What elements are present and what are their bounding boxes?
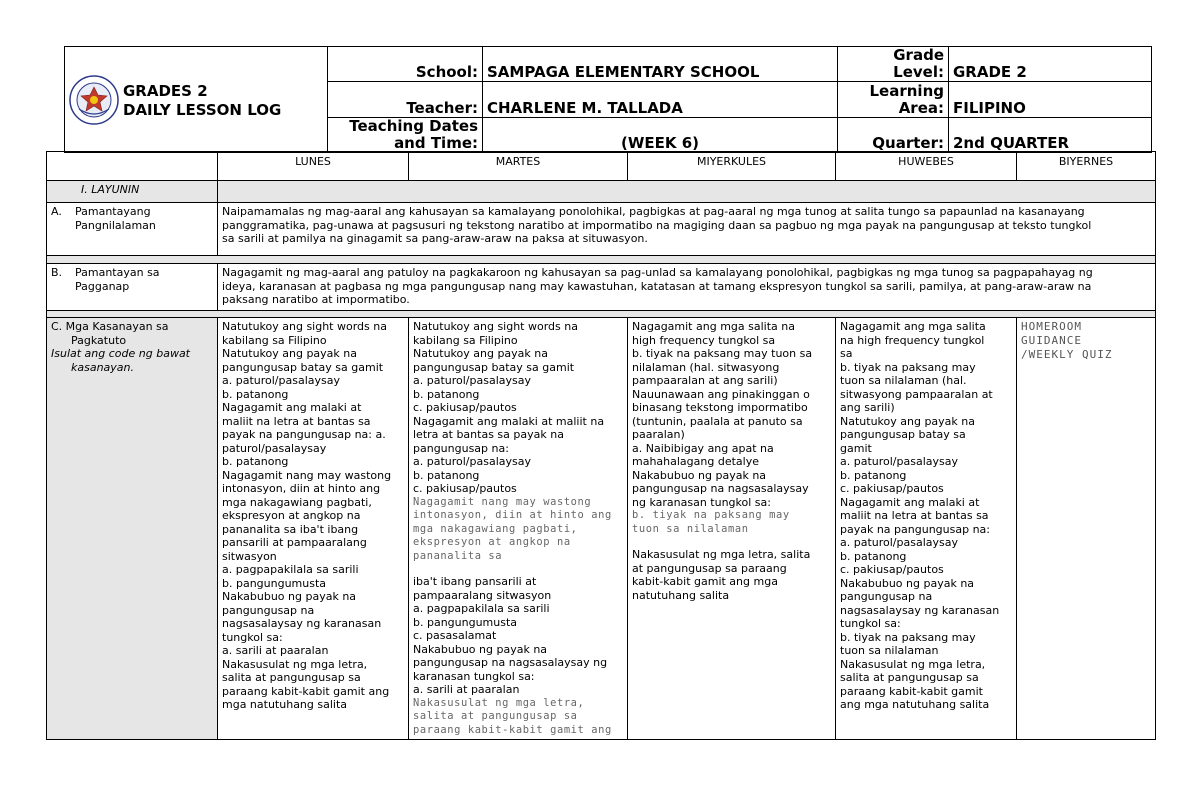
miyerkules-lines-a-item: binasang tekstong impormatibo bbox=[632, 401, 808, 414]
biyernes-lines-item: HOMEROOM bbox=[1021, 320, 1082, 333]
miyerkules-lines-a-item: pangungusap na nagsasalaysay bbox=[632, 482, 809, 495]
martes-lines-a-item: pangungusap na: bbox=[413, 441, 509, 455]
martes-lines-b-item: pampaaralang sitwasyon bbox=[413, 588, 552, 602]
section-a-lines-item: panggramatika, pag-unawa at pagsusuri ng tekstong naratibo at impormatibo na magiging daan sa pagbuo ng mga payak na pangungusap at teksto tungkol bbox=[222, 218, 1092, 232]
section-c-label-line-2: Pagkatuto bbox=[71, 333, 127, 347]
miyerkules-lines-a-item: Nagagamit ang mga salita na bbox=[632, 320, 795, 333]
martes-lines-a-item: b. patanong bbox=[413, 387, 480, 401]
lunes-lines-item: a. sarili at paaralan bbox=[222, 644, 329, 657]
miyerkules-lines-a-item: b. tiyak na paksang may tuon sa bbox=[632, 347, 813, 360]
martes-lines-b-item: karanasan tungkol sa: bbox=[413, 669, 535, 683]
section-c-note-line-1: Isulat ang code ng bawat bbox=[51, 347, 190, 360]
lunes-lines-item: paraang kabit-kabit gamit ang bbox=[222, 684, 390, 698]
lunes-lines-item: sitwasyon bbox=[222, 549, 277, 563]
huwebes-lines-item: pangungusap na bbox=[840, 590, 933, 603]
section-a-content bbox=[218, 203, 1156, 256]
huwebes-competencies bbox=[836, 318, 1017, 740]
lunes-lines-item: a. pagpapakilala sa sarili bbox=[222, 563, 359, 576]
martes-lines-mono-1-item: ekspresyon at angkop na bbox=[413, 536, 571, 548]
section-a-lines bbox=[222, 205, 1151, 246]
lunes-lines-item: maliit na letra at bantas sa bbox=[222, 414, 371, 428]
huwebes-lines-item: tuon sa nilalaman (hal. bbox=[840, 374, 967, 387]
lunes-lines-item: b. patanong bbox=[222, 455, 289, 468]
lunes-lines-item: pangungusap batay sa gamit bbox=[222, 360, 384, 374]
miyerkules-lines-a bbox=[632, 320, 831, 509]
martes-lines-a-item: c. pakiusap/pautos bbox=[413, 401, 517, 414]
martes-lines-b-item: a. pagpapakilala sa sarili bbox=[413, 602, 550, 615]
huwebes-lines-item: Nakabubuo ng payak na bbox=[840, 576, 975, 590]
huwebes-lines-item: sitwasyong pampaaralan at bbox=[840, 387, 993, 401]
huwebes-lines-item: a. paturol/pasalaysay bbox=[840, 455, 958, 468]
martes-lines-mono-1-item: mga nakagawiang pagbati, bbox=[413, 522, 578, 535]
martes-lines-a-item: c. pakiusap/pautos bbox=[413, 482, 517, 495]
teacher-label: Teacher: bbox=[328, 82, 483, 118]
miyerkules-lines-mono bbox=[632, 509, 831, 536]
huwebes-lines-item: sa bbox=[840, 347, 853, 360]
day-header-lunes: LUNES bbox=[218, 152, 409, 181]
huwebes-lines-item: Nagagamit ang mga salita bbox=[840, 320, 986, 333]
huwebes-lines-item: b. patanong bbox=[840, 468, 907, 482]
learning-area-value: FILIPINO bbox=[949, 82, 1152, 118]
lunes-lines-item: pananalita sa iba't ibang bbox=[222, 522, 359, 536]
martes-lines-a-item: letra at bantas sa payak na bbox=[413, 428, 564, 441]
school-value: SAMPAGA ELEMENTARY SCHOOL bbox=[483, 47, 838, 82]
lunes-lines-item: b. pangungumusta bbox=[222, 576, 327, 590]
huwebes-lines-item: paraang kabit-kabit gamit bbox=[840, 684, 983, 698]
lunes-lines-item: Nagagamit ang malaki at bbox=[222, 401, 362, 414]
martes-lines-b-item: a. sarili at paaralan bbox=[413, 683, 520, 696]
huwebes-lines-item: tuon sa nilalaman bbox=[840, 644, 939, 657]
section-c-note-line-2: kasanayan. bbox=[71, 360, 135, 374]
lunes-lines-item: mga natutuhang salita bbox=[222, 698, 348, 711]
title-line-2: DAILY LESSON LOG bbox=[123, 100, 282, 119]
lunes-lines-item: kabilang sa Filipino bbox=[222, 333, 327, 347]
day-header-row bbox=[47, 152, 1156, 181]
section-a-label-line-1: Pamantayang bbox=[75, 205, 151, 218]
martes-lines-b bbox=[413, 575, 623, 697]
day-header-martes: MARTES bbox=[409, 152, 628, 181]
martes-lines-b-item: c. pasasalamat bbox=[413, 629, 497, 642]
lesson-table bbox=[46, 151, 1156, 740]
biyernes-lines bbox=[1021, 320, 1151, 362]
school-label: School: bbox=[328, 47, 483, 82]
layunin-label: I. LAYUNIN bbox=[47, 181, 218, 203]
lunes-lines-item: pansarili at pampaaralang bbox=[222, 536, 367, 549]
spacer-row-1 bbox=[47, 256, 1156, 264]
day-header-biyernes: BIYERNES bbox=[1017, 152, 1156, 181]
day-header-miyerkules: MIYERKULES bbox=[628, 152, 836, 181]
miyerkules-gap bbox=[632, 536, 831, 548]
lunes-lines-item: pangungusap na bbox=[222, 603, 315, 617]
martes-lines-a-item: a. paturol/pasalaysay bbox=[413, 455, 531, 468]
miyerkules-lines-b-item: natutuhang salita bbox=[632, 588, 730, 602]
martes-lines-mono-1 bbox=[413, 496, 623, 564]
quarter-value: 2nd QUARTER bbox=[949, 118, 1152, 153]
huwebes-lines-item: a. paturol/pasalaysay bbox=[840, 536, 958, 549]
corner-cell bbox=[47, 152, 218, 181]
section-b-content bbox=[218, 264, 1156, 311]
biyernes-lines-item: /WEEKLY QUIZ bbox=[1021, 348, 1113, 361]
biyernes-competencies bbox=[1017, 318, 1156, 740]
teacher-value: CHARLENE M. TALLADA bbox=[483, 82, 838, 118]
lunes-lines-item: Nagagamit nang may wastong bbox=[222, 468, 392, 482]
martes-lines-a-item: Natutukoy ang payak na bbox=[413, 347, 548, 360]
huwebes-lines-item: maliit na letra at bantas sa bbox=[840, 509, 989, 522]
miyerkules-lines-a-item: mahahalagang detalye bbox=[632, 455, 759, 468]
title-line-1: GRADES 2 bbox=[123, 81, 208, 100]
spacer-cell-1 bbox=[47, 256, 1156, 264]
huwebes-lines-item: Nagagamit ang malaki at bbox=[840, 495, 980, 509]
grade-label: Grade Level: bbox=[838, 47, 949, 82]
huwebes-lines-item: nagsasalaysay ng karanasan bbox=[840, 603, 1000, 617]
dates-label-line-2: and Time: bbox=[394, 134, 478, 152]
section-b-letter: B. bbox=[51, 266, 63, 279]
martes-lines-a-item: b. patanong bbox=[413, 468, 480, 482]
huwebes-lines-item: tungkol sa: bbox=[840, 617, 901, 630]
kasanayan-row bbox=[47, 318, 1156, 740]
teaching-dates-value: (WEEK 6) bbox=[483, 118, 838, 153]
section-b-label bbox=[47, 264, 218, 311]
learning-area-label bbox=[838, 82, 949, 118]
quarter-label: Quarter: bbox=[838, 118, 949, 153]
martes-lines-a-item: a. paturol/pasalaysay bbox=[413, 374, 531, 387]
martes-lines-mono-2-item: salita at pangungusap sa bbox=[413, 710, 578, 722]
lunes-lines-item: salita at pangungusap sa bbox=[222, 671, 361, 684]
section-a-letter: A. bbox=[51, 205, 62, 218]
miyerkules-lines-b bbox=[632, 548, 831, 602]
biyernes-lines-item: GUIDANCE bbox=[1021, 334, 1082, 347]
martes-lines-a-item: Nagagamit ang malaki at maliit na bbox=[413, 414, 605, 428]
martes-lines-mono-1-item: intonasyon, diin at hinto ang bbox=[413, 509, 612, 521]
learning-label-line-1: Learning bbox=[869, 82, 944, 100]
huwebes-lines-item: Nakasusulat ng mga letra, bbox=[840, 657, 986, 671]
lunes-lines-item: intonasyon, diin at hinto ang bbox=[222, 482, 381, 495]
lunes-lines-item: a. paturol/pasalaysay bbox=[222, 374, 340, 387]
huwebes-lines-item: c. pakiusap/pautos bbox=[840, 482, 944, 495]
martes-lines-b-item: Nakabubuo ng payak na bbox=[413, 642, 548, 656]
miyerkules-lines-a-item: paaralan) bbox=[632, 428, 685, 441]
miyerkules-lines-b-item: at pangungusap sa paraang bbox=[632, 561, 787, 575]
logo-title-cell bbox=[65, 47, 328, 153]
miyerkules-lines-a-item: Nakabubuo ng payak na bbox=[632, 468, 767, 482]
miyerkules-lines-mono-item: tuon sa nilalaman bbox=[632, 522, 749, 535]
lunes-lines-item: payak na pangungusap na: a. bbox=[222, 428, 386, 441]
learning-label-line-2: Area: bbox=[898, 99, 944, 117]
miyerkules-lines-a-item: high frequency tungkol sa bbox=[632, 333, 776, 347]
lunes-lines-item: tungkol sa: bbox=[222, 630, 283, 644]
lunes-lines-item: Nakasusulat ng mga letra, bbox=[222, 657, 368, 671]
lunes-lines bbox=[222, 320, 404, 712]
lunes-lines-item: nagsasalaysay ng karanasan bbox=[222, 617, 382, 630]
section-a-lines-item: sa sarili at pamilya na ginagamit sa pang-araw-araw na paksa at situwasyon. bbox=[222, 232, 648, 245]
huwebes-lines-item: pangungusap batay sa bbox=[840, 428, 966, 441]
section-c-label-line-1: C. Mga Kasanayan sa bbox=[51, 320, 169, 333]
miyerkules-lines-a-item: a. Naibibigay ang apat na bbox=[632, 441, 774, 455]
miyerkules-lines-a-item: Nauunawaan ang pinakinggan o bbox=[632, 387, 810, 401]
huwebes-lines-item: Natutukoy ang payak na bbox=[840, 414, 975, 428]
section-a-lines-item: Naipamamalas ng mag-aaral ang kahusayan sa kamalayang ponolohikal, pagbigkas at pag-aaral ng mga tunog at salita tungo sa papaunlad na kasanayang bbox=[222, 205, 1085, 218]
pamantayan-sa-pagganap-row bbox=[47, 264, 1156, 311]
martes-lines-a-item: pangungusap batay sa gamit bbox=[413, 360, 575, 374]
huwebes-lines-item: c. pakiusap/pautos bbox=[840, 563, 944, 576]
miyerkules-lines-mono-item: b. tiyak na paksang may bbox=[632, 509, 790, 521]
section-b-lines-item: Nagagamit ng mag-aaral ang patuloy na pagkakaroon ng kahusayan sa pag-unlad sa kamalayang ponolohikal, pagbigkas ng mga tunog sa pagpapahayag ng bbox=[222, 266, 1093, 279]
deped-seal-icon bbox=[69, 75, 119, 125]
layunin-row bbox=[47, 181, 1156, 203]
section-b-label-line-2: Pagganap bbox=[75, 279, 130, 293]
miyerkules-lines-a-item: nilalaman (hal. sitwasyong bbox=[632, 360, 780, 374]
martes-lines-a-item: kabilang sa Filipino bbox=[413, 333, 518, 347]
section-b-lines-item: ideya, karanasan at pagbasa ng mga pangungusap nang may kawastuhan, katatasan at tamang ekspresyon tungkol sa sarili, pamilya, at pang-araw-araw na bbox=[222, 279, 1092, 293]
martes-lines-b-item: iba't ibang pansarili at bbox=[413, 575, 537, 588]
huwebes-lines-item: salita at pangungusap sa bbox=[840, 671, 979, 684]
martes-lines-mono-1-item: Nagagamit nang may wastong bbox=[413, 495, 592, 508]
martes-lines-b-item: pangungusap na nagsasalaysay ng bbox=[413, 656, 608, 669]
huwebes-lines-item: ang mga natutuhang salita bbox=[840, 698, 990, 711]
miyerkules-lines-b-item: Nakasusulat ng mga letra, salita bbox=[632, 548, 811, 561]
pamantayang-pangnilalaman-row bbox=[47, 203, 1156, 256]
lunes-lines-item: b. patanong bbox=[222, 387, 289, 401]
martes-lines-mono-2 bbox=[413, 697, 623, 738]
martes-lines-mono-2-item: Nakasusulat ng mga letra, bbox=[413, 696, 585, 709]
lunes-lines-item: ekspresyon at angkop na bbox=[222, 509, 361, 522]
martes-gap bbox=[413, 563, 623, 575]
dates-label-line-1: Teaching Dates bbox=[349, 117, 478, 135]
huwebes-lines bbox=[840, 320, 1012, 712]
spacer-cell-2 bbox=[47, 311, 1156, 318]
layunin-blank bbox=[218, 181, 1156, 203]
lunes-lines-item: paturol/pasalaysay bbox=[222, 441, 327, 455]
miyerkules-lines-b-item: kabit-kabit gamit ang mga bbox=[632, 575, 778, 588]
section-c-label bbox=[47, 318, 218, 740]
martes-lines-mono-2-item: paraang kabit-kabit gamit ang bbox=[413, 723, 612, 736]
day-header-huwebes: HUWEBES bbox=[836, 152, 1017, 181]
lunes-lines-item: Nakabubuo ng payak na bbox=[222, 590, 357, 603]
martes-lines-mono-1-item: pananalita sa bbox=[413, 549, 503, 562]
section-a-label bbox=[47, 203, 218, 256]
huwebes-lines-item: b. tiyak na paksang may bbox=[840, 360, 976, 374]
spacer-row-2 bbox=[47, 311, 1156, 318]
section-b-label-line-1: Pamantayan sa bbox=[75, 266, 160, 279]
huwebes-lines-item: gamit bbox=[840, 441, 872, 455]
lunes-lines-item: Natutukoy ang payak na bbox=[222, 347, 357, 360]
teaching-dates-label bbox=[328, 118, 483, 153]
header-table bbox=[64, 46, 1152, 153]
miyerkules-lines-a-item: ng karanasan tungkol sa: bbox=[632, 495, 771, 509]
martes-lines-a-item: Natutukoy ang sight words na bbox=[413, 320, 578, 333]
huwebes-lines-item: b. patanong bbox=[840, 549, 907, 563]
section-b-lines bbox=[222, 266, 1151, 307]
huwebes-lines-item: ang sarili) bbox=[840, 401, 895, 414]
miyerkules-competencies bbox=[628, 318, 836, 740]
lunes-competencies bbox=[218, 318, 409, 740]
grade-value: GRADE 2 bbox=[949, 47, 1152, 82]
section-b-lines-item: paksang naratibo at impormatibo. bbox=[222, 293, 410, 306]
huwebes-lines-item: payak na pangungusap na: bbox=[840, 522, 990, 536]
martes-lines-b-item: b. pangungumusta bbox=[413, 615, 518, 629]
miyerkules-lines-a-item: (tuntunin, paalala at panuto sa bbox=[632, 414, 803, 428]
huwebes-lines-item: b. tiyak na paksang may bbox=[840, 630, 976, 644]
martes-lines-a bbox=[413, 320, 623, 496]
lunes-lines-item: mga nakagawiang pagbati, bbox=[222, 495, 372, 509]
lunes-lines-item: Natutukoy ang sight words na bbox=[222, 320, 387, 333]
section-a-label-line-2: Pangnilalaman bbox=[75, 218, 156, 232]
miyerkules-lines-a-item: pampaaralan at ang sarili) bbox=[632, 374, 778, 387]
martes-competencies bbox=[409, 318, 628, 740]
huwebes-lines-item: na high frequency tungkol bbox=[840, 333, 985, 347]
